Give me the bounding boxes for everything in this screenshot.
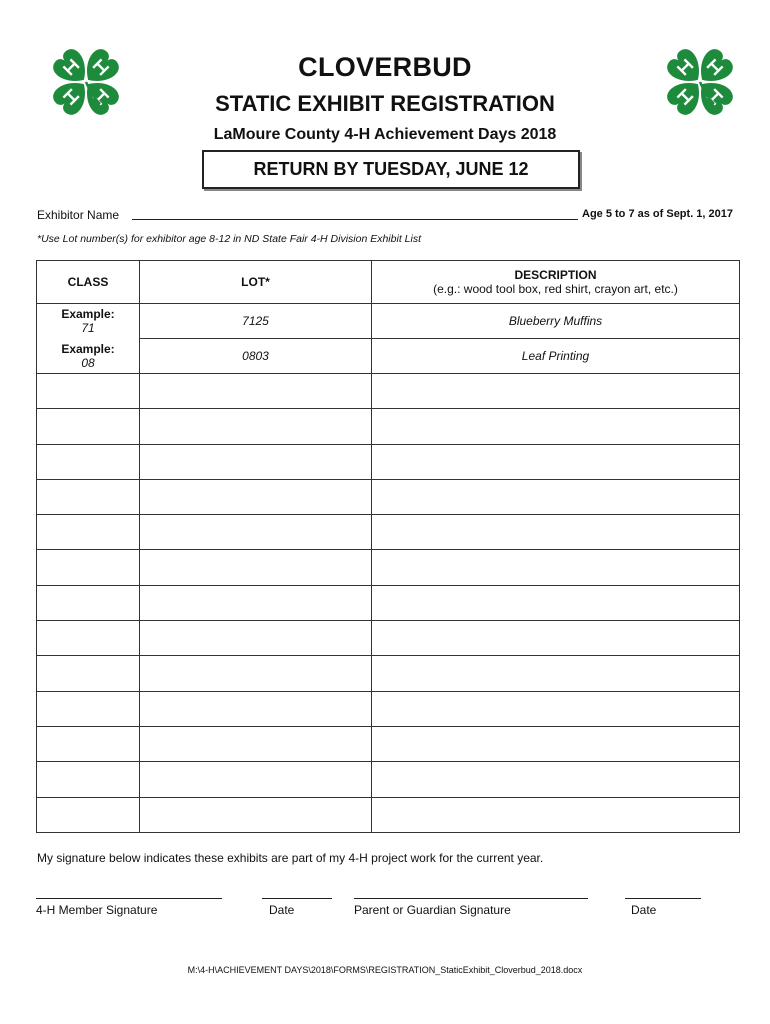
entry-description-cell[interactable] [372, 550, 740, 585]
entry-lot-cell[interactable] [140, 691, 372, 726]
entry-class-cell[interactable] [37, 726, 140, 761]
example-class-cell [37, 304, 140, 339]
entry-description-cell[interactable] [372, 621, 740, 656]
age-note: Age 5 to 7 as of Sept. 1, 2017 [582, 208, 734, 220]
entry-row [37, 515, 740, 550]
entry-description-cell[interactable] [372, 374, 740, 409]
entry-row [37, 585, 740, 620]
example-class-cell [37, 339, 140, 374]
example-lot-cell: 0803 [140, 339, 372, 374]
entry-class-cell[interactable] [37, 585, 140, 620]
example-description-cell: Blueberry Muffins [372, 304, 740, 339]
entry-description-cell[interactable] [372, 691, 740, 726]
deadline-text: RETURN BY TUESDAY, JUNE 12 [253, 159, 529, 179]
parent-signature-label: Parent or Guardian Signature [354, 903, 511, 917]
description-header-label: DESCRIPTION [514, 268, 597, 282]
form-title: CLOVERBUD [298, 52, 472, 82]
entry-lot-cell[interactable] [140, 444, 372, 479]
entry-class-cell[interactable] [37, 691, 140, 726]
entry-description-cell[interactable] [372, 585, 740, 620]
entry-lot-cell[interactable] [140, 479, 372, 514]
entry-class-cell[interactable] [37, 444, 140, 479]
entry-class-cell[interactable] [37, 374, 140, 409]
lot-header: LOT* [140, 261, 372, 304]
entry-lot-cell[interactable] [140, 515, 372, 550]
entry-row [37, 656, 740, 691]
entry-class-cell[interactable] [37, 656, 140, 691]
form-subtitle: STATIC EXHIBIT REGISTRATION [215, 91, 555, 116]
member-signature-label: 4-H Member Signature [36, 903, 158, 917]
event-name: LaMoure County 4-H Achievement Days 2018 [213, 126, 557, 143]
deadline-box [202, 150, 580, 189]
entry-lot-cell[interactable] [140, 656, 372, 691]
example-lot-cell: 7125 [140, 304, 372, 339]
member-date-field[interactable] [262, 898, 332, 899]
exhibitor-name-field[interactable] [132, 219, 578, 220]
table-header-row [37, 261, 740, 304]
entry-row [37, 409, 740, 444]
entry-lot-cell[interactable] [140, 797, 372, 832]
entry-row [37, 797, 740, 832]
example-class-value: 08 [81, 355, 95, 370]
parent-signature-field[interactable] [354, 898, 588, 899]
example-label: Example: [61, 341, 115, 356]
entry-class-cell[interactable] [37, 797, 140, 832]
entry-lot-cell[interactable] [140, 585, 372, 620]
description-hint: (e.g.: wood tool box, red shirt, crayon art, etc.) [433, 282, 678, 296]
parent-date-field[interactable] [625, 898, 701, 899]
entry-description-cell[interactable] [372, 479, 740, 514]
signature-statement: My signature below indicates these exhibits are part of my 4-H project work for the current year. [37, 851, 544, 865]
entry-row [37, 479, 740, 514]
class-header: CLASS [37, 261, 140, 304]
entry-lot-cell[interactable] [140, 374, 372, 409]
example-row [37, 304, 740, 339]
entry-row [37, 762, 740, 797]
entry-description-cell[interactable] [372, 797, 740, 832]
example-class-value: 71 [81, 321, 95, 336]
entry-description-cell[interactable] [372, 444, 740, 479]
example-row [37, 339, 740, 374]
entry-class-cell[interactable] [37, 621, 140, 656]
entry-class-cell[interactable] [37, 550, 140, 585]
entry-row [37, 726, 740, 761]
example-description-cell: Leaf Printing [372, 339, 740, 374]
entry-description-cell[interactable] [372, 762, 740, 797]
entry-description-cell[interactable] [372, 656, 740, 691]
file-path-footer: M:\4-H\ACHIEVEMENT DAYS\2018\FORMS\REGISTRATION_StaticExhibit_Cloverbud_2018.docx [187, 965, 583, 975]
exhibit-table [36, 260, 740, 833]
description-header [372, 261, 740, 304]
entry-description-cell[interactable] [372, 726, 740, 761]
entry-lot-cell[interactable] [140, 409, 372, 444]
example-label: Example: [61, 307, 115, 322]
entry-class-cell[interactable] [37, 515, 140, 550]
entry-class-cell[interactable] [37, 479, 140, 514]
entry-row [37, 444, 740, 479]
member-date-label: Date [269, 903, 295, 917]
entry-lot-cell[interactable] [140, 621, 372, 656]
entry-lot-cell[interactable] [140, 550, 372, 585]
lot-number-note: *Use Lot number(s) for exhibitor age 8-12 in ND State Fair 4-H Division Exhibit List [37, 233, 421, 245]
member-signature-field[interactable] [36, 898, 222, 899]
entry-description-cell[interactable] [372, 409, 740, 444]
exhibitor-name-label: Exhibitor Name [37, 208, 120, 222]
entry-lot-cell[interactable] [140, 726, 372, 761]
parent-date-label: Date [631, 903, 657, 917]
entry-row [37, 550, 740, 585]
entry-row [37, 374, 740, 409]
entry-description-cell[interactable] [372, 515, 740, 550]
entry-class-cell[interactable] [37, 762, 140, 797]
entry-row [37, 621, 740, 656]
entry-row [37, 691, 740, 726]
entry-lot-cell[interactable] [140, 762, 372, 797]
entry-class-cell[interactable] [37, 409, 140, 444]
